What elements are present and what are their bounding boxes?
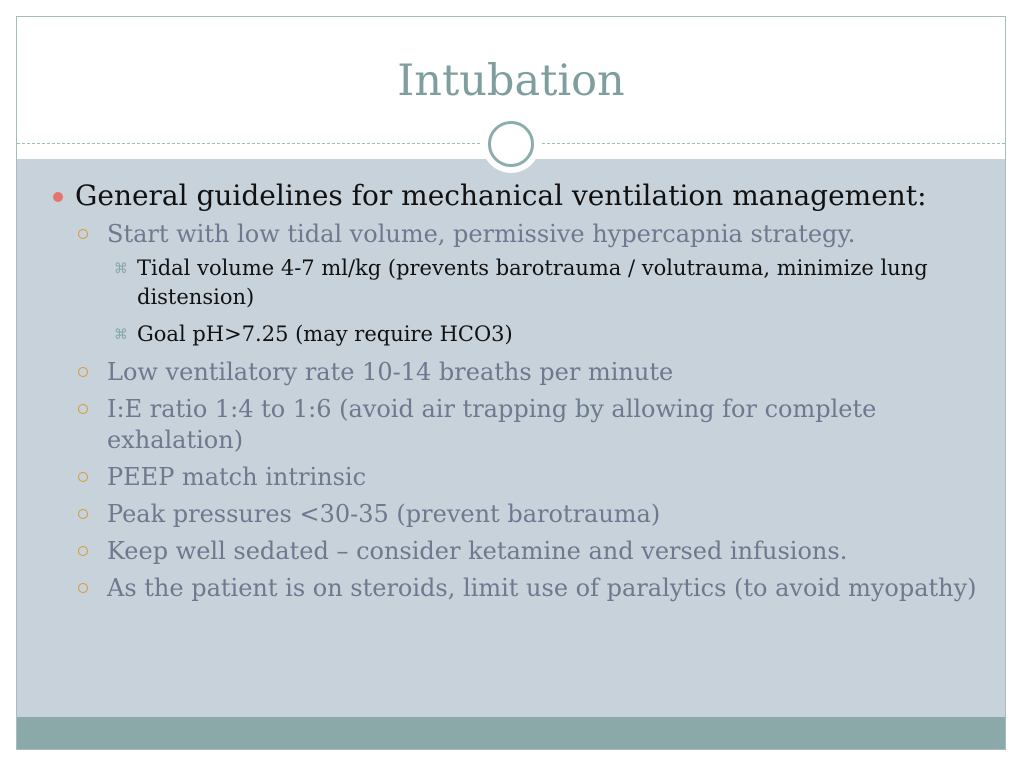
sub-bullet-text: PEEP match intrinsic (107, 463, 367, 491)
sub-bullet-text: I:E ratio 1:4 to 1:6 (avoid air trapping by allowing for complete exhalation) (107, 395, 877, 454)
hollow-circle-bullet-icon (78, 546, 88, 556)
sub-bullet (75, 462, 987, 493)
hollow-circle-bullet-icon (78, 367, 88, 377)
sub-bullet (75, 573, 987, 604)
sub-bullet (75, 219, 987, 349)
sub-bullet-text: Low ventilatory rate 10-14 breaths per minute (107, 358, 674, 386)
content-area (17, 159, 1005, 717)
nested-bullet (107, 254, 987, 312)
cross-bullet-icon: ⌘ (114, 327, 128, 343)
ornament-ring (488, 121, 534, 167)
cross-bullet-icon: ⌘ (114, 261, 128, 277)
nested-bullet-text: Tidal volume 4-7 ml/kg (prevents barotrauma / volutrauma, minimize lung distension) (137, 256, 928, 309)
sub-bullet (75, 499, 987, 530)
main-point-text: General guidelines for mechanical ventilation management: (75, 179, 927, 212)
hollow-circle-bullet-icon (78, 404, 88, 414)
bullet-list (57, 177, 987, 610)
sub-bullet-text: Start with low tidal volume, permissive hypercapnia strategy. (107, 220, 856, 248)
nested-bullet-text: Goal pH>7.25 (may require HCO3) (137, 322, 513, 346)
sub-bullet-list (75, 219, 987, 604)
hollow-circle-bullet-icon (78, 229, 88, 239)
main-bullet (57, 177, 987, 604)
footer-band (17, 717, 1005, 750)
sub-bullet-text: As the patient is on steroids, limit use of paralytics (to avoid myopathy) (107, 574, 977, 602)
title-ornament-icon (482, 115, 540, 173)
nested-bullet-list (107, 254, 987, 349)
sub-bullet (75, 536, 987, 567)
sub-bullet-text: Keep well sedated – consider ketamine and versed infusions. (107, 537, 848, 565)
slide (16, 16, 1006, 750)
hollow-circle-bullet-icon (78, 509, 88, 519)
hollow-circle-bullet-icon (78, 583, 88, 593)
bullet-dot-icon (53, 192, 63, 202)
slide-title: Intubation (397, 56, 625, 106)
sub-bullet-text: Peak pressures <30-35 (prevent barotrauma) (107, 500, 661, 528)
sub-bullet (75, 357, 987, 388)
hollow-circle-bullet-icon (78, 472, 88, 482)
nested-bullet (107, 320, 987, 349)
sub-bullet (75, 394, 987, 456)
